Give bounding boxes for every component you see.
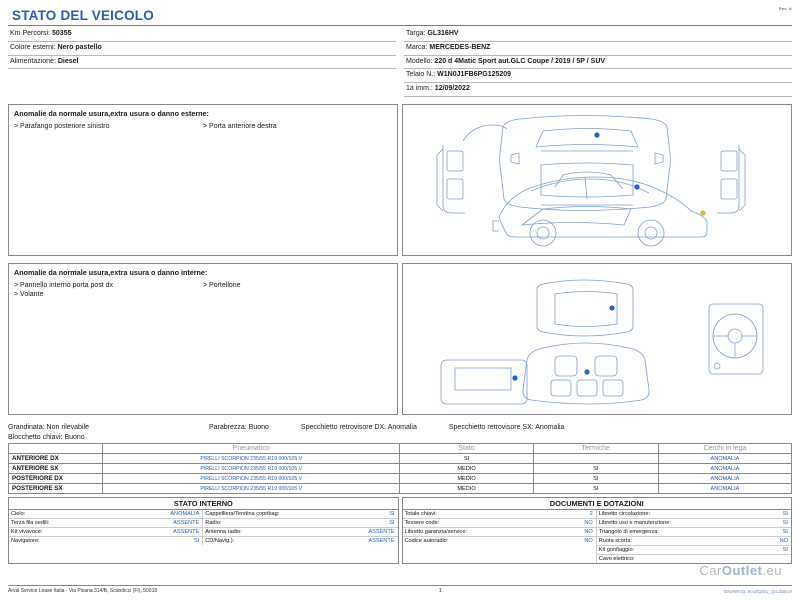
general-status-strip	[8, 423, 792, 443]
status-label: Grandinata:	[8, 423, 45, 431]
exterior-diagram-box	[402, 104, 792, 256]
tyre-termiche: SI	[533, 464, 658, 474]
field-value: ASSENTE	[173, 529, 200, 536]
footer-company: Arval Service Lease Italia - Via Pisana 314/B, Scandicci (FI), 50018	[8, 588, 158, 594]
status-label: Specchietto retrovisore SX:	[448, 423, 534, 431]
internal-damage-section	[8, 263, 792, 415]
interior-diagram-box	[402, 263, 792, 415]
field-label: Tessere code:	[404, 520, 440, 527]
list-item	[597, 537, 791, 546]
field-value: ASSENTE	[173, 520, 200, 527]
field-value: NO	[584, 529, 593, 536]
tyre-cerchi: ANOMALIA	[658, 484, 791, 494]
info-label: Marca:	[406, 43, 428, 51]
field-label: Totale chiavi:	[404, 511, 437, 518]
list-item	[9, 510, 202, 519]
internal-anomalies-box	[8, 263, 398, 415]
info-value: 220 d 4Matic Sport aut.GLC Coupe / 2019 / 5P / SUV	[434, 57, 606, 65]
vehicle-info-right	[400, 28, 792, 97]
status-blocchetto-chiavi	[8, 433, 95, 443]
field-label: Radio:	[205, 520, 222, 527]
field-label: Kit gonfiaggio:	[598, 547, 635, 554]
field-label: Libretto uso e manutenzione:	[598, 520, 671, 527]
col-pneumatico: Pneumatico	[102, 444, 400, 454]
tyre-model: PIRELLI SCORPION 235/55 R19 000/105 V	[102, 464, 400, 474]
field-value: SI	[782, 529, 788, 536]
tyre-termiche	[533, 454, 658, 464]
table-header-row	[9, 444, 792, 454]
interior-car-diagram	[403, 264, 791, 414]
field-label: Libretto circolazione:	[598, 511, 651, 518]
info-label: Modello:	[406, 57, 433, 65]
list-item	[9, 528, 202, 537]
field-label: Navigatore:	[11, 538, 40, 545]
info-value: GL316HV	[427, 30, 459, 37]
tyres-table	[8, 443, 792, 494]
status-label: Parabrezza:	[208, 423, 247, 431]
list-item	[597, 528, 791, 537]
tyre-model: PIRELLI SCORPION 235/55 R19 000/105 V	[102, 484, 400, 494]
tyre-cerchi: ANOMALIA	[658, 474, 791, 484]
info-row	[8, 56, 396, 70]
external-anomalies-heading: Anomalie da normale usura,extra usura o danno esterne:	[14, 108, 209, 118]
list-item	[597, 555, 791, 563]
list-item: > Pannello interno porta post dx	[14, 281, 114, 289]
field-label: Codice autoradio:	[404, 538, 449, 545]
tyre-position: POSTERIORE SX	[9, 484, 103, 494]
field-value	[785, 555, 791, 563]
info-row	[404, 83, 792, 97]
status-value: Anomalia	[535, 423, 565, 431]
watermark	[699, 563, 782, 578]
interior-status-right	[203, 510, 397, 545]
info-label: Colore esterni:	[10, 43, 56, 51]
list-item	[597, 519, 791, 528]
documents-panel-title: DOCUMENTI E DOTAZIONI	[403, 498, 792, 510]
list-item	[9, 519, 202, 528]
table-row	[9, 484, 792, 494]
status-specchietto-sx	[449, 423, 575, 433]
status-grandinata	[8, 423, 99, 433]
field-label: Ruota scorta:	[598, 538, 633, 545]
field-label: Kit vivavoce:	[11, 529, 43, 536]
info-label: 1a imm.:	[406, 85, 433, 92]
list-item	[597, 546, 791, 555]
field-label: Cappelliera/Tendina copribag:	[205, 511, 280, 518]
tyre-stato: MEDIO	[400, 484, 533, 494]
info-row	[8, 42, 396, 56]
documents-right	[597, 510, 791, 563]
field-value: SI	[782, 511, 788, 518]
status-value: Buono	[248, 423, 269, 431]
col-cerchi: Cerchi in lega	[658, 444, 791, 454]
field-value: SI	[389, 511, 395, 518]
list-item	[203, 519, 397, 528]
tyre-stato: SI	[400, 454, 533, 464]
interior-status-panel	[8, 497, 399, 564]
status-parabrezza	[209, 423, 279, 433]
info-row	[404, 69, 792, 83]
status-label: Blocchetto chiavi:	[8, 433, 63, 441]
tyre-stato: MEDIO	[400, 474, 533, 484]
page-title: STATO DEL VEICOLO	[12, 8, 154, 23]
tyre-model: PIRELLI SCORPION 235/55 R19 000/105 V	[102, 454, 400, 464]
status-value: Non rilevabile	[46, 423, 89, 431]
interior-status-left	[9, 510, 203, 545]
internal-anomalies-list	[9, 280, 397, 303]
bottom-panels	[8, 497, 792, 564]
field-value: SI	[782, 520, 788, 527]
tyre-cerchi: ANOMALIA	[658, 464, 791, 474]
tyre-stato: MEDIO	[400, 464, 533, 474]
col-position	[9, 444, 103, 454]
info-row	[404, 56, 792, 70]
internal-anomalies-heading: Anomalie da normale usura,extra usura o danno interne:	[14, 267, 208, 277]
info-label: Alimentazione:	[10, 57, 56, 65]
list-item	[597, 510, 791, 519]
field-label: Libretto garanzia/service:	[404, 529, 467, 536]
tyre-position: ANTERIORE DX	[9, 454, 103, 464]
tyre-termiche: SI	[533, 484, 658, 494]
watermark-part-2: Outlet	[721, 563, 763, 578]
info-row	[404, 42, 792, 56]
vehicle-info-left	[8, 28, 400, 97]
field-value: SI	[389, 520, 395, 527]
list-item	[403, 519, 596, 528]
exterior-car-diagram	[403, 105, 791, 255]
vehicle-info	[8, 28, 792, 97]
info-row	[404, 28, 792, 42]
info-value: Nero pastello	[57, 43, 102, 51]
col-stato: Stato	[400, 444, 533, 454]
tyre-position: POSTERIORE DX	[9, 474, 103, 484]
documents-left	[403, 510, 597, 563]
field-label: CD/Navig.):	[205, 538, 235, 545]
list-item	[9, 537, 202, 545]
external-anomalies-list	[9, 121, 397, 135]
col-termiche: Termiche	[533, 444, 658, 454]
tyre-model: PIRELLI SCORPION 235/55 R19 000/105 V	[102, 474, 400, 484]
watermark-part-1: Car	[699, 563, 722, 578]
info-label: Km Percorsi:	[10, 30, 51, 37]
table-row	[9, 454, 792, 464]
list-item	[403, 510, 596, 519]
page-number: 1	[438, 588, 442, 594]
field-value: 2	[589, 511, 593, 518]
list-item: > Portellone	[203, 281, 241, 289]
tyre-termiche: SI	[533, 474, 658, 484]
field-value: NO	[779, 538, 788, 545]
info-value: 12/09/2022	[434, 85, 470, 92]
field-value: ASSENTE	[368, 538, 395, 545]
status-specchietto-dx	[301, 423, 427, 433]
external-anomalies-box	[8, 104, 398, 256]
field-label: Cielo:	[11, 511, 26, 518]
list-item	[403, 537, 596, 545]
footer	[8, 585, 792, 594]
interior-status-title: STATO INTERNO	[9, 498, 398, 510]
field-value: ANOMALIA	[170, 511, 200, 518]
info-label: Targa:	[406, 30, 426, 37]
status-value: Anomalia	[387, 423, 417, 431]
list-item	[203, 537, 397, 545]
field-value: ASSENTE	[368, 529, 395, 536]
watermark-part-3: .eu	[762, 563, 782, 578]
info-value: MERCEDES-BENZ	[429, 43, 491, 51]
status-value: Buono	[64, 433, 85, 441]
status-line-2	[8, 433, 792, 443]
field-value: NO	[584, 520, 593, 527]
status-line-1	[8, 423, 792, 433]
list-item: > Porta anteriore destra	[203, 122, 277, 130]
info-value: 50355	[52, 30, 72, 37]
field-value: SI	[782, 547, 788, 554]
list-item	[203, 528, 397, 537]
table-row	[9, 464, 792, 474]
list-item: > Volante	[14, 290, 44, 298]
info-value: Diesel	[57, 57, 79, 65]
external-damage-section	[8, 104, 792, 256]
tyre-position: ANTERIORE SX	[9, 464, 103, 474]
field-label: Cavo elettrico:	[598, 556, 635, 563]
field-label: Terza fila sedili:	[11, 520, 50, 527]
footer-document-id: ID\srNRcQ..9cudQzEy_Qu.d1Bcv/	[723, 588, 792, 594]
field-value: SI	[193, 538, 200, 545]
title-divider	[8, 25, 792, 26]
tyre-cerchi: ANOMALIA	[658, 454, 791, 464]
info-label: Telaio N.:	[406, 71, 436, 79]
info-row	[8, 28, 396, 42]
field-label: Antenna radio:	[205, 529, 242, 536]
revision-label: Rev. A	[778, 6, 792, 11]
info-value: W1N0J1FB6PG125209	[437, 71, 512, 79]
field-value: NO	[584, 538, 593, 545]
status-label: Specchietto retrovisore DX:	[300, 423, 387, 431]
table-row	[9, 474, 792, 484]
list-item	[403, 528, 596, 537]
list-item: > Parafango posteriore sinistro	[14, 122, 110, 130]
documents-panel	[402, 497, 793, 564]
list-item	[203, 510, 397, 519]
field-label: Triangolo di emergenza:	[598, 529, 659, 536]
